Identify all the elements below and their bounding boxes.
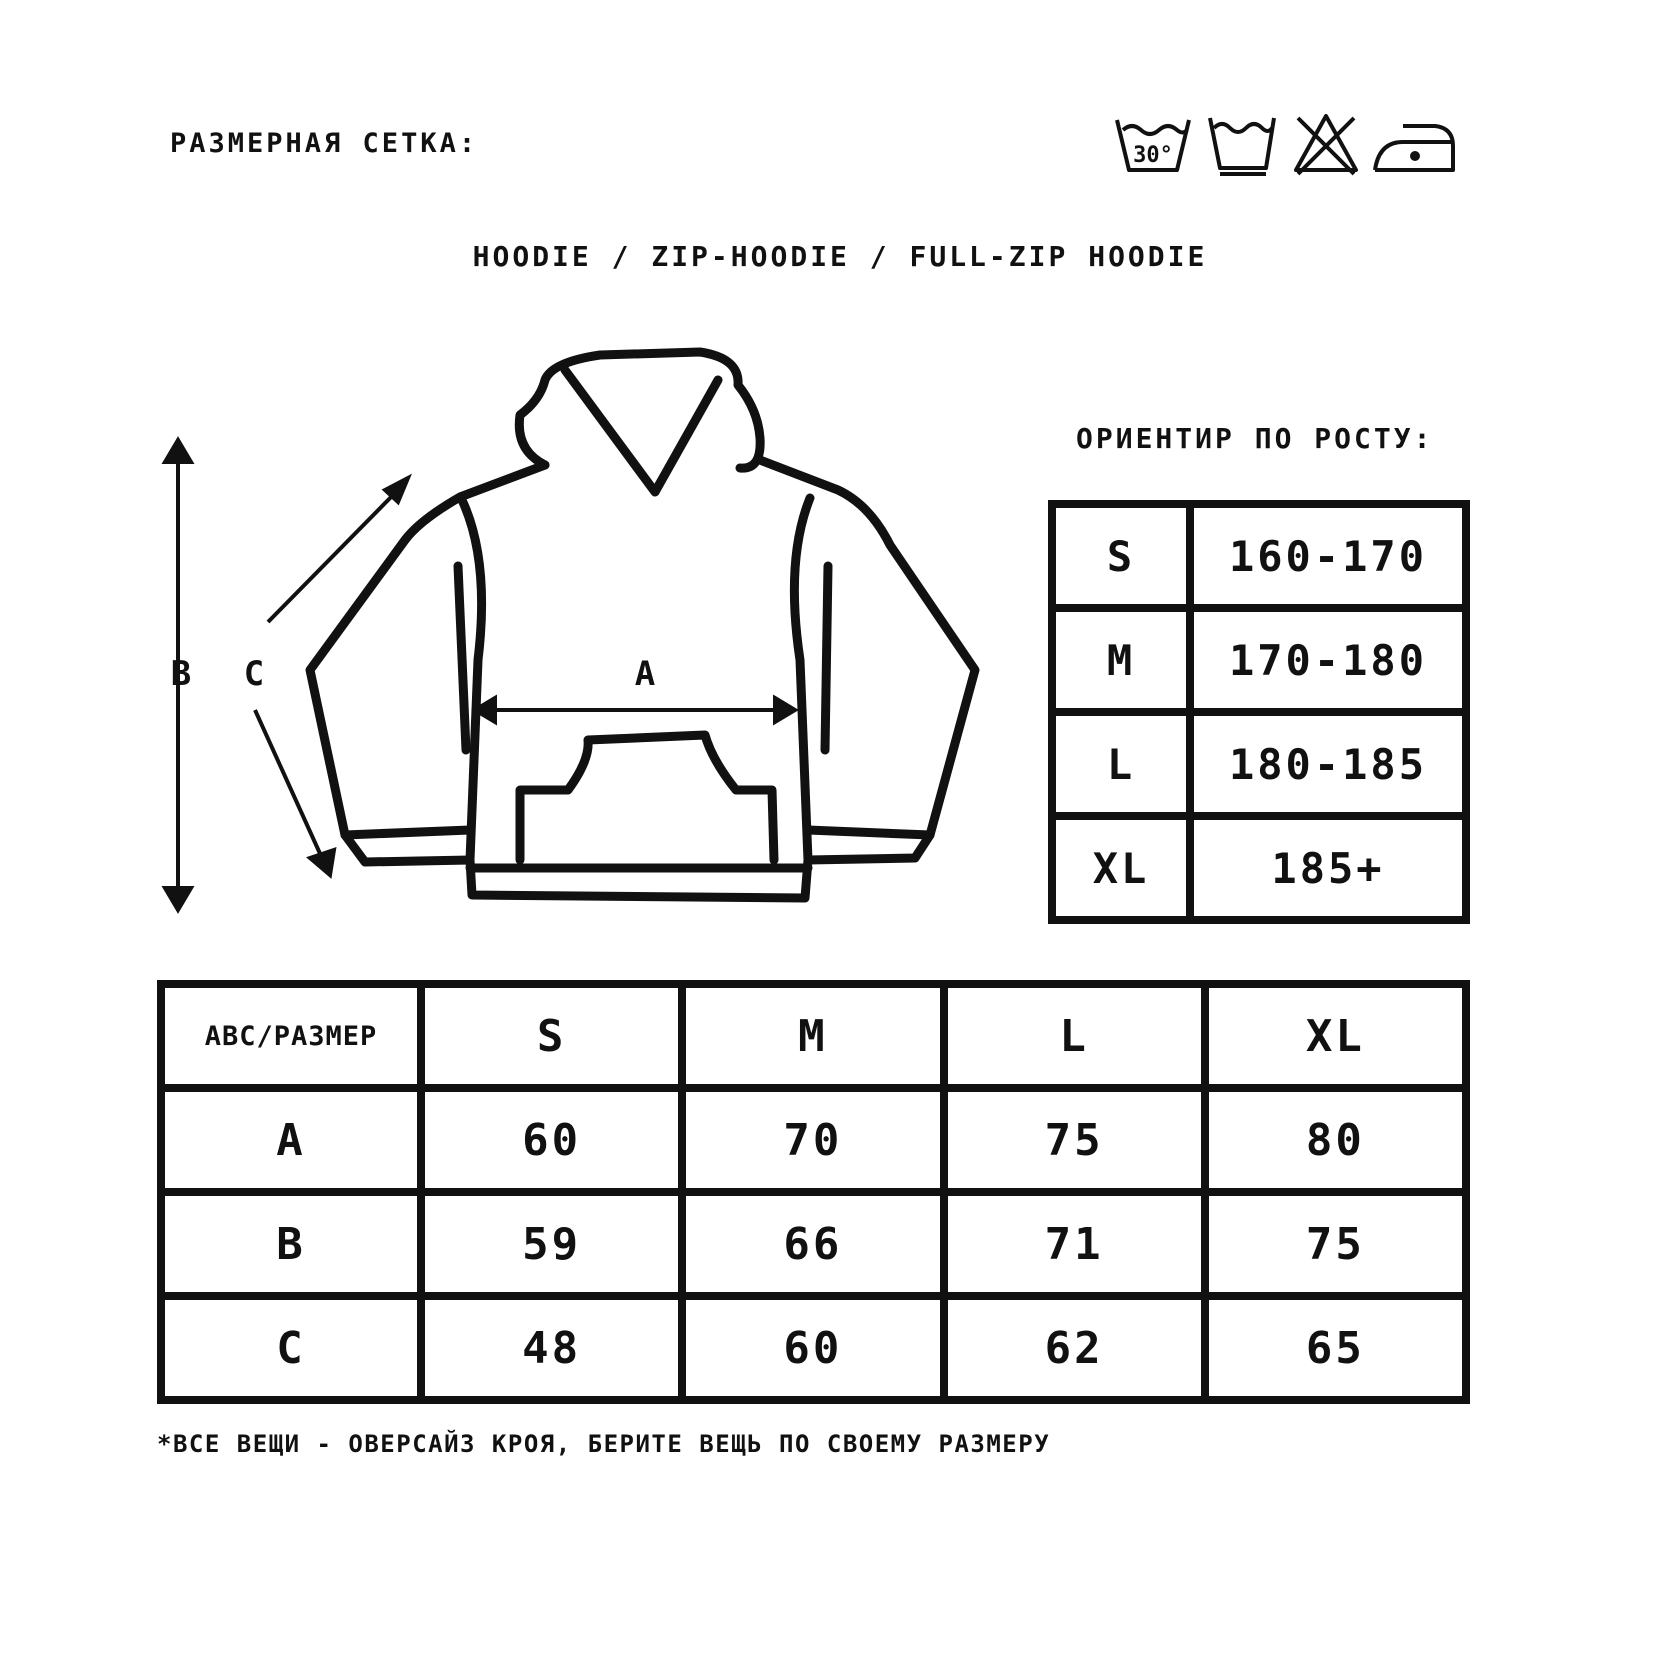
right-arm-fold bbox=[825, 566, 828, 750]
value-cell: 66 bbox=[682, 1192, 943, 1296]
height-cell: 170-180 bbox=[1190, 608, 1466, 712]
header-cell: M bbox=[682, 984, 943, 1088]
value-cell: 59 bbox=[421, 1192, 682, 1296]
arrow-b-head-bottom bbox=[165, 888, 191, 910]
label-c: C bbox=[243, 654, 265, 694]
arrow-c-lower bbox=[255, 710, 322, 858]
height-cell: 180-185 bbox=[1190, 712, 1466, 816]
table-row bbox=[161, 1296, 1466, 1400]
size-table bbox=[157, 980, 1470, 1404]
header-cell: XL bbox=[1205, 984, 1466, 1088]
value-cell: 62 bbox=[944, 1296, 1205, 1400]
height-guide-table bbox=[1048, 500, 1470, 924]
right-sleeve-inner bbox=[794, 498, 810, 860]
row-label-cell: B bbox=[161, 1192, 421, 1296]
label-a: A bbox=[634, 654, 656, 694]
table-row bbox=[161, 1192, 1466, 1296]
size-cell: L bbox=[1052, 712, 1190, 816]
header-cell: ABC/РАЗМЕР bbox=[161, 984, 421, 1088]
table-row bbox=[1052, 712, 1466, 816]
row-label-cell: A bbox=[161, 1088, 421, 1192]
left-cuff bbox=[345, 830, 470, 835]
height-cell: 185+ bbox=[1190, 816, 1466, 920]
hood-outline bbox=[519, 352, 760, 468]
arrow-c-head-bottom bbox=[310, 850, 334, 875]
right-cuff bbox=[808, 830, 930, 835]
value-cell: 60 bbox=[421, 1088, 682, 1192]
arrow-a-head-right bbox=[775, 698, 795, 722]
label-b: B bbox=[170, 654, 192, 694]
hood-inner bbox=[565, 370, 718, 492]
left-arm-fold bbox=[458, 566, 466, 750]
size-cell: M bbox=[1052, 608, 1190, 712]
size-cell: XL bbox=[1052, 816, 1190, 920]
size-cell: S bbox=[1052, 504, 1190, 608]
value-cell: 71 bbox=[944, 1192, 1205, 1296]
arrow-c-upper bbox=[268, 490, 398, 622]
value-cell: 65 bbox=[1205, 1296, 1466, 1400]
kangaroo-pocket bbox=[520, 735, 774, 860]
table-header-row bbox=[161, 984, 1466, 1088]
value-cell: 80 bbox=[1205, 1088, 1466, 1192]
table-row bbox=[1052, 504, 1466, 608]
height-guide-title: ОРИЕНТИР ПО РОСТУ: bbox=[1076, 422, 1434, 455]
table-row bbox=[1052, 608, 1466, 712]
product-line: HOODIE / ZIP-HOODIE / FULL-ZIP HOODIE bbox=[472, 240, 1208, 273]
row-label-cell: C bbox=[161, 1296, 421, 1400]
header-cell: S bbox=[421, 984, 682, 1088]
value-cell: 60 bbox=[682, 1296, 943, 1400]
footnote: *ВСЕ ВЕЩИ - ОВЕРСАЙЗ КРОЯ, БЕРИТЕ ВЕЩЬ ПО СВОЕМУ РАЗМЕРУ bbox=[157, 1430, 1051, 1458]
height-cell: 160-170 bbox=[1190, 504, 1466, 608]
wash-temp-label: 30° bbox=[1133, 143, 1173, 168]
header-cell: L bbox=[944, 984, 1205, 1088]
value-cell: 75 bbox=[944, 1088, 1205, 1192]
page-title: РАЗМЕРНАЯ СЕТКА: bbox=[170, 128, 479, 159]
value-cell: 48 bbox=[421, 1296, 682, 1400]
value-cell: 75 bbox=[1205, 1192, 1466, 1296]
value-cell: 70 bbox=[682, 1088, 943, 1192]
arrow-b-head-top bbox=[165, 440, 191, 462]
table-row bbox=[161, 1088, 1466, 1192]
table-row bbox=[1052, 816, 1466, 920]
